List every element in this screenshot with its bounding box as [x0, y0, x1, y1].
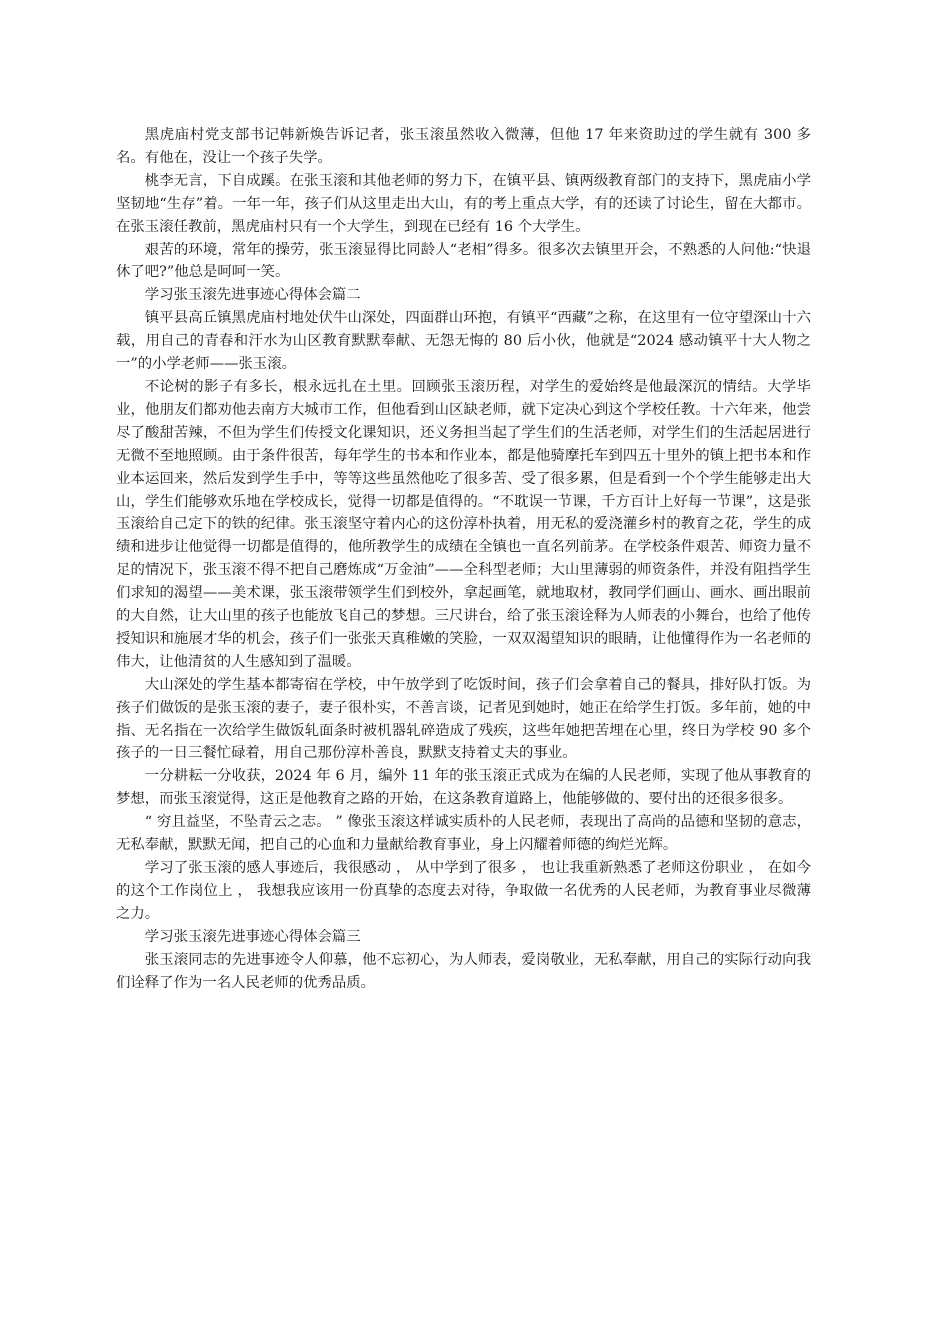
paragraph: 镇平县高丘镇黑虎庙村地处伏牛山深处，四面群山环抱，有镇平“西藏”之称，在这里有一位守望深山十六载，用自己的青春和汗水为山区教育默默奉献、无怨无悔的 80 后小伙，他就是“2024 感动镇平十大人物之一”的小学老师——张玉滚。: [116, 310, 811, 373]
section-heading: 学习张玉滚先进事迹心得体会篇三: [144, 928, 361, 945]
paragraph: “ 穷且益坚，不坠青云之志。 ” 像张玉滚这样诚实质朴的人民老师，表现出了高尚的品德和坚韧的意志，无私奉献，默默无闻，把自己的心血和力量献给教育事业，身上闪耀着师德的绚烂光辉。: [116, 814, 811, 854]
paragraph: 不论树的影子有多长，根永远扎在土里。回顾张玉滚历程，对学生的爱始终是他最深沉的情结。大学毕业，他朋友们都劝他去南方大城市工作，但他看到山区缺老师，就下定决心到这个学校任教。十六年来，他尝尽了酸甜苦辣，不但为学生们传授文化课知识，还义务担当起了学生们的生活老师，对学生们的生活起居进行无微不至地照顾。由于条件很苦，每年学生的书本和作业本，都是他骑摩托车到四五十里外的镇上把书本和作业本运回来，然后发到学生手中，等等这些虽然他吃了很多苦、受了很多累，但是看到一个个学生能够走出大山，学生们能够欢乐地在学校成长，觉得一切都是值得的。“不耽误一节课，千方百计上好每一节课”，这是张玉滚给自己定下的铁的纪律。张玉滚坚守着内心的这份淳朴执着，用无私的爱浇灌乡村的教育之花，学生的成绩和进步让他觉得一切都是值得的，他所教学生的成绩在全镇也一直名列前茅。在学校条件艰苦、师资力量不足的情况下，张玉滚不得不把自己磨炼成“万金油”——全科型老师；大山里薄弱的师资条件，并没有阻挡学生们求知的渴望——美术课，张玉滚带领学生们到校外，拿起画笔，就地取材，教同学们画山、画水、画出眼前的大自然，让大山里的孩子也能放飞自己的梦想。三尺讲台，给了张玉滚诠释为人师表的小舞台，也给了他传授知识和施展才华的机会，孩子们一张张天真稚嫩的笑脸，一双双渴望知识的眼睛，让他懂得作为一名老师的伟大，让他清贫的人生感知到了温暖。: [116, 378, 811, 670]
section-heading: 学习张玉滚先进事迹心得体会篇二: [144, 287, 361, 304]
document-body: [116, 124, 811, 994]
paragraph: 一分耕耘一分收获，2024 年 6 月，编外 11 年的张玉滚正式成为在编的人民老师，实现了他从事教育的梦想，而张玉滚觉得，这正是他教育之路的开始，在这条教育道路上，他能够做的、要付出的还很多很多。: [116, 768, 811, 808]
paragraph: 张玉滚同志的先进事迹令人仰慕，他不忘初心，为人师表，爱岗敬业，无私奉献，用自己的实际行动向我们诠释了作为一名人民老师的优秀品质。: [116, 951, 811, 991]
paragraph: 艰苦的环境，常年的操劳，张玉滚显得比同龄人“老相”得多。很多次去镇里开会，不熟悉的人问他:“快退休了吧?”他总是呵呵一笑。: [116, 241, 811, 281]
paragraph: 桃李无言，下自成蹊。在张玉滚和其他老师的努力下，在镇平县、镇两级教育部门的支持下，黑虎庙小学坚韧地“生存”着。一年一年，孩子们从这里走出大山，有的考上重点大学，有的还读了讨论生，留在大都市。在张玉滚任教前，黑虎庙村只有一个大学生，到现在已经有 16 个大学生。: [116, 172, 811, 235]
paragraph: 黑虎庙村党支部书记韩新焕告诉记者，张玉滚虽然收入微薄，但他 17 年来资助过的学生就有 300 多名。有他在，没让一个孩子失学。: [116, 127, 811, 166]
paragraph: 学习了张玉滚的感人事迹后，我很感动 ， 从中学到了很多 ， 也让我重新熟悉了老师这份职业 ， 在如今的这个工作岗位上 ， 我想我应该用一份真挚的态度去对待，争取做一名优秀的人民老师，为教育事业尽微薄之力。: [116, 860, 811, 922]
paragraph: 大山深处的学生基本都寄宿在学校，中午放学到了吃饭时间，孩子们会拿着自己的餐具，排好队打饭。为孩子们做饭的是张玉滚的妻子，妻子很朴实，不善言谈，记者见到她时，她正在给学生打饭。多年前，她的中指、无名指在一次给学生做饭轧面条时被机器轧碎造成了残疾，这些年她把苦埋在心里，终日为学校 90 多个孩子的一日三餐忙碌着，用自己那份淳朴善良，默默支持着丈夫的事业。: [116, 676, 811, 762]
